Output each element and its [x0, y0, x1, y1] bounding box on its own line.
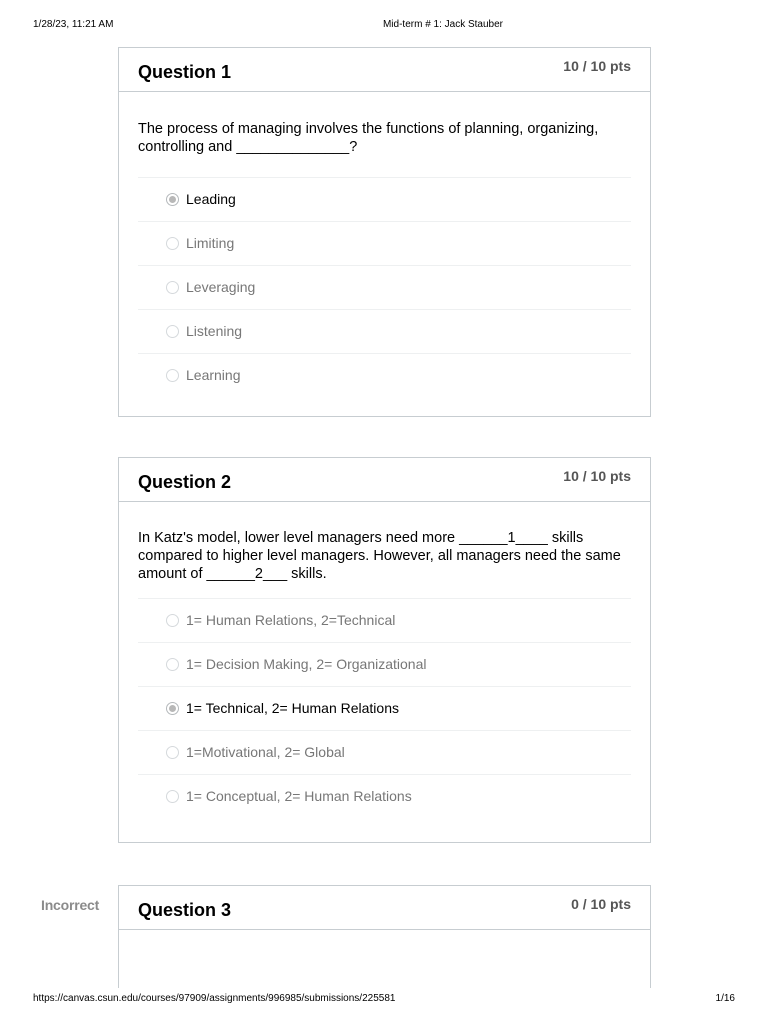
answer-option[interactable]	[138, 774, 631, 818]
question-header	[119, 886, 650, 930]
radio-icon[interactable]	[166, 790, 179, 803]
print-footer	[0, 988, 768, 1024]
radio-icon[interactable]	[166, 658, 179, 671]
question-header	[119, 48, 650, 92]
radio-icon[interactable]	[166, 746, 179, 759]
answer-label: 1= Technical, 2= Human Relations	[186, 700, 399, 716]
radio-icon[interactable]	[166, 614, 179, 627]
answer-option[interactable]	[138, 598, 631, 642]
question-card-1	[118, 47, 651, 417]
answer-label: Limiting	[186, 235, 235, 251]
incorrect-status-label: Incorrect	[41, 897, 100, 913]
answer-option[interactable]	[138, 730, 631, 774]
question-text: The process of managing involves the functions of planning, organizing, controlling and ______________?	[138, 121, 599, 155]
question-title: Question 1	[138, 62, 232, 82]
radio-icon[interactable]	[166, 237, 179, 250]
answer-label: 1= Human Relations, 2=Technical	[186, 612, 396, 628]
answer-label: 1=Motivational, 2= Global	[186, 744, 345, 760]
question-text: In Katz's model, lower level managers need more ______1____ skills compared to higher level managers. However, all managers need the same amount of ______2___ skills.	[138, 530, 621, 582]
answer-option[interactable]	[138, 642, 631, 686]
print-page-title: Mid-term # 1: Jack Stauber	[382, 19, 504, 30]
question-title: Question 2	[138, 472, 232, 492]
radio-selected-icon[interactable]	[166, 702, 179, 715]
question-card-3	[118, 885, 651, 988]
question-points: 0 / 10 pts	[571, 896, 631, 912]
answer-option[interactable]	[138, 177, 631, 221]
question-title: Question 3	[138, 900, 232, 920]
question-header	[119, 458, 650, 502]
radio-icon[interactable]	[166, 281, 179, 294]
radio-icon[interactable]	[166, 369, 179, 382]
question-points: 10 / 10 pts	[563, 468, 631, 484]
answer-label: Learning	[186, 367, 241, 383]
radio-icon[interactable]	[166, 325, 179, 338]
answer-list	[138, 598, 631, 818]
answer-list	[138, 177, 631, 397]
answer-label: Listening	[186, 323, 243, 339]
answer-label: Leveraging	[186, 279, 256, 295]
answer-label: 1= Conceptual, 2= Human Relations	[186, 788, 412, 804]
question-points: 10 / 10 pts	[563, 58, 631, 74]
print-datetime: 1/28/23, 11:21 AM	[33, 19, 114, 30]
answer-label: Leading	[186, 191, 236, 207]
print-url: https://canvas.csun.edu/courses/97909/assignments/996985/submissions/225581	[33, 993, 396, 1004]
answer-option[interactable]	[138, 221, 631, 265]
print-page-number: 1/16	[715, 993, 735, 1004]
answer-option[interactable]	[138, 686, 631, 730]
answer-option[interactable]	[138, 309, 631, 353]
print-header	[0, 0, 768, 40]
radio-selected-icon[interactable]	[166, 193, 179, 206]
question-card-2	[118, 457, 651, 843]
answer-option[interactable]	[138, 353, 631, 397]
answer-option[interactable]	[138, 265, 631, 309]
answer-label: 1= Decision Making, 2= Organizational	[186, 656, 427, 672]
